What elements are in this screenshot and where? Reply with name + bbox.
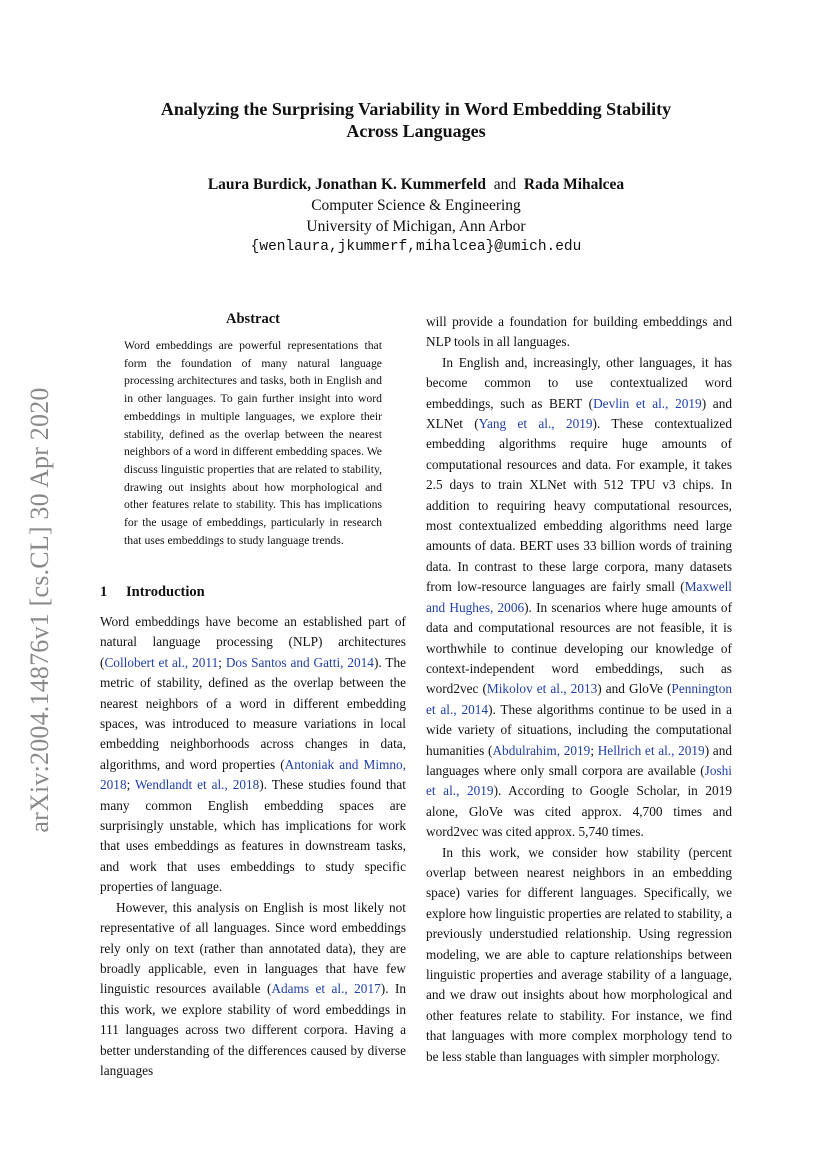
left-column-body bbox=[100, 612, 406, 1081]
text-run: ). In this work, we explore stability of word embeddings in 111 languages across two different corpora. Having a better understanding of the differences caused by diverse languages bbox=[100, 981, 407, 1078]
text-run: ). In scenarios where huge amounts of data and computational resources are not feasible, it is worthwhile to continue developing our knowledge of context-independent word embeddings, such as word2vec ( bbox=[426, 599, 733, 697]
section-title: Introduction bbox=[126, 584, 205, 600]
author-names bbox=[100, 174, 732, 195]
title-line-1: Analyzing the Surprising Variability in Word Embedding Stability bbox=[160, 99, 672, 119]
text-run: In English and, increasingly, other languages, it has become common to use contextualized word embeddings, such as BERT ( bbox=[426, 354, 732, 411]
section-heading bbox=[100, 584, 205, 601]
author-university: University of Michigan, Ann Arbor bbox=[306, 218, 526, 235]
citation-link[interactable]: Collobert et al., 2011 bbox=[104, 654, 219, 670]
citation-link[interactable]: Antoniak and Mimno, 2018 bbox=[100, 756, 406, 793]
text-run: ). The metric of stability, defined as the overlap between the nearest neighbors of a word in different embedding spaces, was introduced to measure variations in local embedding neighborhoods across changes in data, algorithms, and word properties ( bbox=[100, 654, 406, 772]
author-block bbox=[100, 174, 732, 258]
title-line-2: Across Languages bbox=[346, 121, 486, 141]
right-column-body bbox=[426, 312, 732, 1067]
text-run: ). These contextualized embedding algorithms require huge amounts of computational resources and data. For example, it takes 2.5 days to train XLNet with 512 TPU v3 chips. In addition to requiring heavy computational resources, most contextualized embedding algorithms need large amounts of data. BERT uses 33 billion words of training data. In contrast to these large corpora, many datasets from low-resource languages are fairly small ( bbox=[426, 416, 732, 595]
text-run: ). These algorithms continue to be used in a wide variety of situations, including the computational humanities ( bbox=[426, 701, 732, 758]
abstract-body: Word embeddings are powerful representations that form the foundation of many natural language processing architectures and tasks, both in English and in other languages. To gain further insight into word embeddings in multiple languages, we explore their stability, defined as the overlap between the nearest neighbors of a word in different embedding spaces. We discuss linguistic properties that are related to stability, drawing out insights about how morphological and other features relate to stability. This has implications for the usage of embeddings, particularly in research that uses embeddings to study language trends. bbox=[124, 339, 382, 547]
intro-paragraph-continued: will provide a foundation for building embeddings and NLP tools in all languages. bbox=[426, 314, 732, 350]
text-run: ) and XLNet ( bbox=[426, 395, 732, 432]
citation-link[interactable]: Pennington et al., 2014 bbox=[426, 681, 732, 717]
text-run: ). According to Google Scholar, in 2019 alone, GloVe was cited approx. 4,700 times and word2vec was cited approx. 5,740 times. bbox=[426, 783, 733, 840]
text-run: ; bbox=[590, 742, 598, 758]
citation-link[interactable]: Hellrich et al., 2019 bbox=[597, 742, 705, 758]
author-email: {wenlaura,jkummerf,mihalcea}@umich.edu bbox=[250, 239, 582, 255]
author-department: Computer Science & Engineering bbox=[311, 197, 521, 214]
paper-title bbox=[100, 98, 732, 142]
text-run: However, this analysis on English is most likely not representative of all languages. Since word embeddings rely only on text (rather than annotated data), they are broadly applicable, even in languages that have few linguistic resources available ( bbox=[100, 899, 406, 997]
abstract-heading: Abstract bbox=[226, 311, 280, 327]
citation-link[interactable]: Adams et al., 2017 bbox=[271, 981, 381, 997]
citation-link[interactable]: Yang et al., 2019 bbox=[478, 416, 593, 432]
intro-paragraph-4: In this work, we consider how stability (percent overlap between nearest neighbors in an embedding space) varies for different languages. Specifically, we explore how linguistic properties are related to stability, a previously understudied relationship. Using regression modeling, we are able to capture relationships between linguistic properties and average stability of a language, and we draw out insights about how morphological and other features relate to stability. For instance, we find that languages with more complex morphology tend to be less stable than languages with simpler morphology. bbox=[426, 844, 732, 1064]
text-run: Word embeddings have become an established part of natural language processing (NLP) architectures ( bbox=[100, 614, 406, 670]
citation-link[interactable]: Mikolov et al., 2013 bbox=[486, 681, 598, 697]
text-run: ). These studies found that many common English embedding spaces are surprisingly unstable, which has implications for work that uses embeddings as features in downstream tasks, and work that uses embeddings to study specific properties of language. bbox=[100, 777, 406, 895]
citation-link[interactable]: Joshi et al., 2019 bbox=[426, 762, 732, 799]
arxiv-identifier: arXiv:2004.14876v1 [cs.CL] 30 Apr 2020 bbox=[25, 387, 54, 833]
author-and: and bbox=[493, 176, 517, 193]
citation-link[interactable]: Wendlandt et al., 2018 bbox=[134, 777, 260, 793]
intro-paragraph-1 bbox=[100, 612, 406, 898]
citation-link[interactable]: Devlin et al., 2019 bbox=[593, 395, 702, 411]
citation-link[interactable]: Maxwell and Hughes, 2006 bbox=[426, 579, 732, 615]
text-run: ; bbox=[126, 777, 135, 793]
text-run: ) and languages where only small corpora are available ( bbox=[426, 742, 732, 778]
intro-paragraph-3 bbox=[426, 353, 732, 843]
intro-paragraph-2 bbox=[100, 898, 406, 1082]
section-number: 1 bbox=[100, 584, 108, 600]
citation-link[interactable]: Abdulrahim, 2019 bbox=[492, 742, 591, 758]
author-names-b: Rada Mihalcea bbox=[523, 176, 625, 193]
text-run: ; bbox=[218, 654, 226, 670]
author-names-a: Laura Burdick, Jonathan K. Kummerfeld bbox=[207, 176, 486, 193]
citation-link[interactable]: Dos Santos and Gatti, 2014 bbox=[225, 654, 374, 670]
text-run: ) and GloVe ( bbox=[597, 681, 672, 697]
